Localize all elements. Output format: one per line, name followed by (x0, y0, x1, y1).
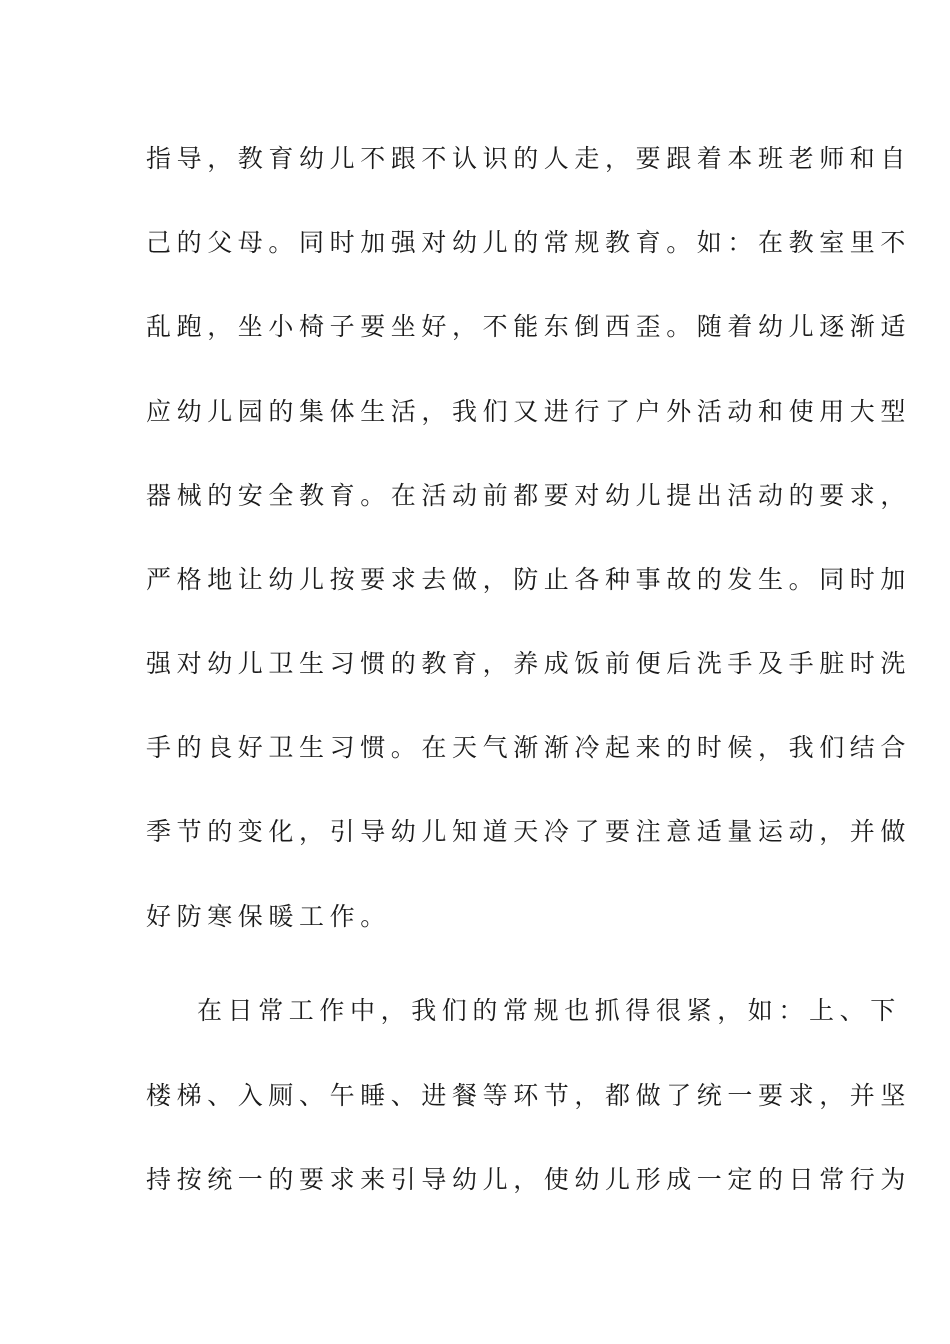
text-line: 指导，教育幼儿不跟不认识的人走，要跟着本班老师和自 (146, 144, 912, 173)
text-line: 好防寒保暖工作。 (146, 902, 391, 931)
text-line: 持按统一的要求来引导幼儿，使幼儿形成一定的日常行为 (146, 1165, 912, 1194)
text-line: 己的父母。同时加强对幼儿的常规教育。如：在教室里不 (146, 228, 912, 257)
paragraph-first-line: 在日常工作中，我们的常规也抓得很紧，如：上、下 (197, 996, 901, 1025)
text-line: 季节的变化，引导幼儿知道天冷了要注意适量运动，并做 (146, 817, 912, 846)
text-line: 强对幼儿卫生习惯的教育，养成饭前便后洗手及手脏时洗 (146, 649, 912, 678)
text-line: 器械的安全教育。在活动前都要对幼儿提出活动的要求， (146, 481, 912, 510)
text-line: 楼梯、入厕、午睡、进餐等环节，都做了统一要求，并坚 (146, 1081, 912, 1110)
text-line: 乱跑，坐小椅子要坐好，不能东倒西歪。随着幼儿逐渐适 (146, 312, 912, 341)
text-line: 严格地让幼儿按要求去做，防止各种事故的发生。同时加 (146, 565, 912, 594)
text-line: 手的良好卫生习惯。在天气渐渐冷起来的时候，我们结合 (146, 733, 912, 762)
text-line: 应幼儿园的集体生活，我们又进行了户外活动和使用大型 (146, 397, 912, 426)
